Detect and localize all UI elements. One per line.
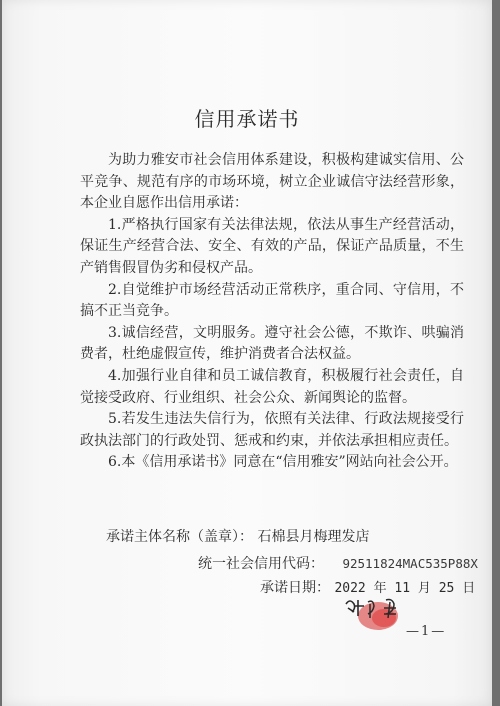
commitment-item-4: 4.加强行业自律和员工诚信教育，积极履行社会责任，自觉接受政府、行业组织、社会公众、新闻舆论的监督。 <box>80 367 464 406</box>
document-page <box>2 0 492 706</box>
signature-seal <box>340 588 410 642</box>
entity-name-label: 承诺主体名称（盖章）： <box>106 529 253 545</box>
entity-name-line <box>106 526 369 546</box>
credit-code-line <box>198 553 478 573</box>
commit-date-value: 2022 年 11 月 25 日 <box>334 581 476 596</box>
document-title: 信用承诺书 <box>194 107 300 131</box>
commitment-item-3: 3.诚信经营，文明服务。遵守社会公德，不欺诈、哄骗消费者，杜绝虚假宣传，维护消费者合法权益。 <box>80 324 464 363</box>
credit-code-value: 92511824MAC535P88X <box>342 556 478 571</box>
commitment-item-1: 1.严格执行国家有关法律法规，依法从事生产经营活动，保证生产经营合法、安全、有效的产品，保证产品质量，不生产销售假冒伪劣和侵权产品。 <box>80 216 464 276</box>
intro-paragraph: 为助力雅安市社会信用体系建设，积极构建诚实信用、公平竞争、规范有序的市场环境，树立企业诚信守法经营形象，本企业自愿作出信用承诺： <box>80 152 464 212</box>
credit-code-label: 统一社会信用代码： <box>198 556 324 572</box>
page-number: —1— <box>406 624 447 639</box>
entity-name-value: 石棉县月梅理发店 <box>257 529 370 545</box>
document-body <box>80 150 464 474</box>
commitment-item-2: 2.自觉维护市场经营活动正常秩序，重合同、守信用，不搞不正当竞争。 <box>80 281 464 320</box>
commit-date-label: 承诺日期： <box>260 580 330 596</box>
commitment-item-5: 5.若发生违法失信行为，依照有关法律、行政法规接受行政执法部门的行政处罚、惩戒和约束，并依法承担相应责任。 <box>80 411 464 449</box>
commitment-item-6: 6.本《信用承诺书》同意在“信用雅安”网站向社会公开。 <box>108 454 458 471</box>
